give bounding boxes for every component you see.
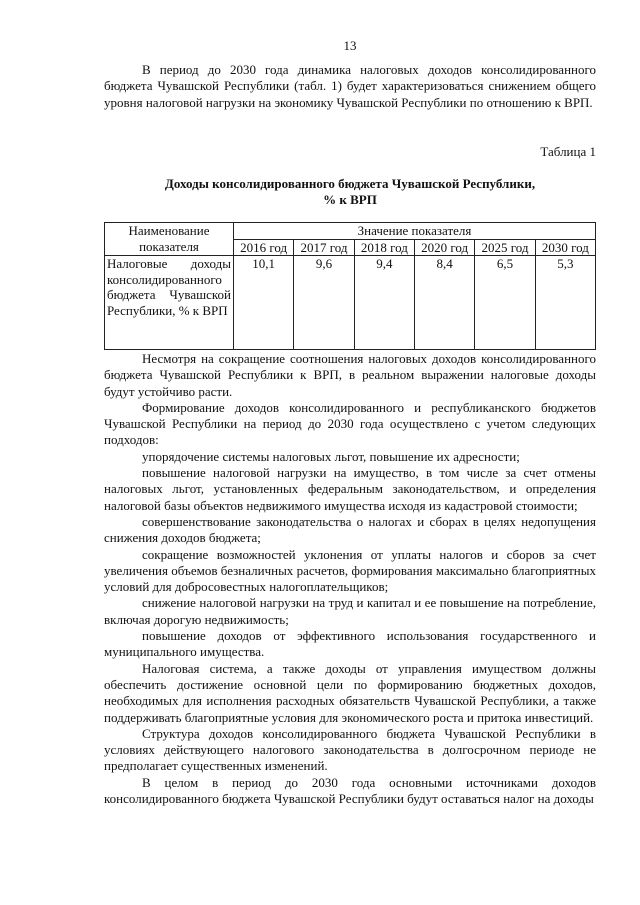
header-year: 2020 год: [414, 239, 474, 256]
header-year: 2018 год: [354, 239, 414, 256]
body-paragraph: Несмотря на сокращение соотношения налоговых доходов консолидированного бюджета Чувашской Республики к ВРП, в реальном выражении налоговые доходы будут устойчиво расти.: [104, 351, 596, 399]
body-paragraph: Структура доходов консолидированного бюджета Чувашской Республики в условиях действующего налогового законодательства в долгосрочном периоде не предполагает существенных изменений.: [104, 725, 596, 774]
body-paragraph: повышение налоговой нагрузки на имущество, в том числе за счет отмены налоговых льгот, установленных федеральным законодательством, и определения налоговой базы объектов недвижимого имущества исходя из кадастровой стоимости;: [104, 465, 596, 513]
body-text: [104, 351, 596, 807]
body-paragraph: Формирование доходов консолидированного и республиканского бюджетов Чувашской Республики на период до 2030 года осуществлено с учетом следующих подходов:: [104, 399, 596, 448]
header-indicator-name: Наименование показателя: [105, 223, 234, 256]
body-paragraph: В целом в период до 2030 года основными источниками доходов консолидированного бюджета Чувашской Республики будут оставаться налог на доходы: [104, 774, 596, 807]
table-title-line: % к ВРП: [323, 192, 377, 207]
row-value: 10,1: [234, 256, 294, 350]
body-paragraph: сокращение возможностей уклонения от уплаты налогов и сборов за счет увеличения объемов безналичных расчетов, формирования максимально благоприятных условий для добросовестных налогоплательщиков;: [104, 546, 596, 595]
header-year: 2030 год: [535, 239, 595, 256]
row-value: 8,4: [414, 256, 474, 350]
revenue-table: [104, 222, 596, 350]
body-paragraph: совершенствование законодательства о налогах и сборах в целях недопущения снижения доходов бюджета;: [104, 513, 596, 546]
intro-paragraph: В период до 2030 года динамика налоговых доходов консолидированного бюджета Чувашской Республики (табл. 1) будет характеризоваться снижением общего уровня налоговой нагрузки на экономику Чувашской Республики по отношению к ВРП.: [104, 62, 596, 110]
page-number: 13: [343, 38, 357, 53]
body-paragraph: повышение доходов от эффективного использования государственного и муниципального имущества.: [104, 628, 596, 660]
body-paragraph: Налоговая система, а также доходы от управления имуществом должны обеспечить достижение основной цели по формированию бюджетных доходов, необходимых для исполнения расходных обязательств Чувашской Республики, а также поддерживать благоприятные условия для экономического роста и притока инвестиций.: [104, 660, 596, 725]
table-label: Таблица 1: [540, 144, 596, 159]
table-header-row: [105, 223, 596, 240]
table-row: [105, 256, 596, 350]
header-year: 2017 год: [294, 239, 354, 256]
table-title-line: Доходы консолидированного бюджета Чувашской Республики,: [164, 176, 536, 191]
row-value: 5,3: [535, 256, 595, 350]
row-name: Налоговые доходы консолидированного бюджета Чувашской Республики, % к ВРП: [105, 256, 234, 350]
table-title: [104, 176, 596, 208]
body-paragraph: снижение налоговой нагрузки на труд и капитал и ее повышение на потребление, включая дорогую недвижимость;: [104, 595, 596, 627]
row-value: 9,4: [354, 256, 414, 350]
row-value: 9,6: [294, 256, 354, 350]
body-paragraph: упорядочение системы налоговых льгот, повышение их адресности;: [142, 448, 520, 464]
header-indicator-value: Значение показателя: [234, 223, 596, 240]
header-year: 2016 год: [234, 239, 294, 256]
row-value: 6,5: [475, 256, 535, 350]
header-year: 2025 год: [475, 239, 535, 256]
